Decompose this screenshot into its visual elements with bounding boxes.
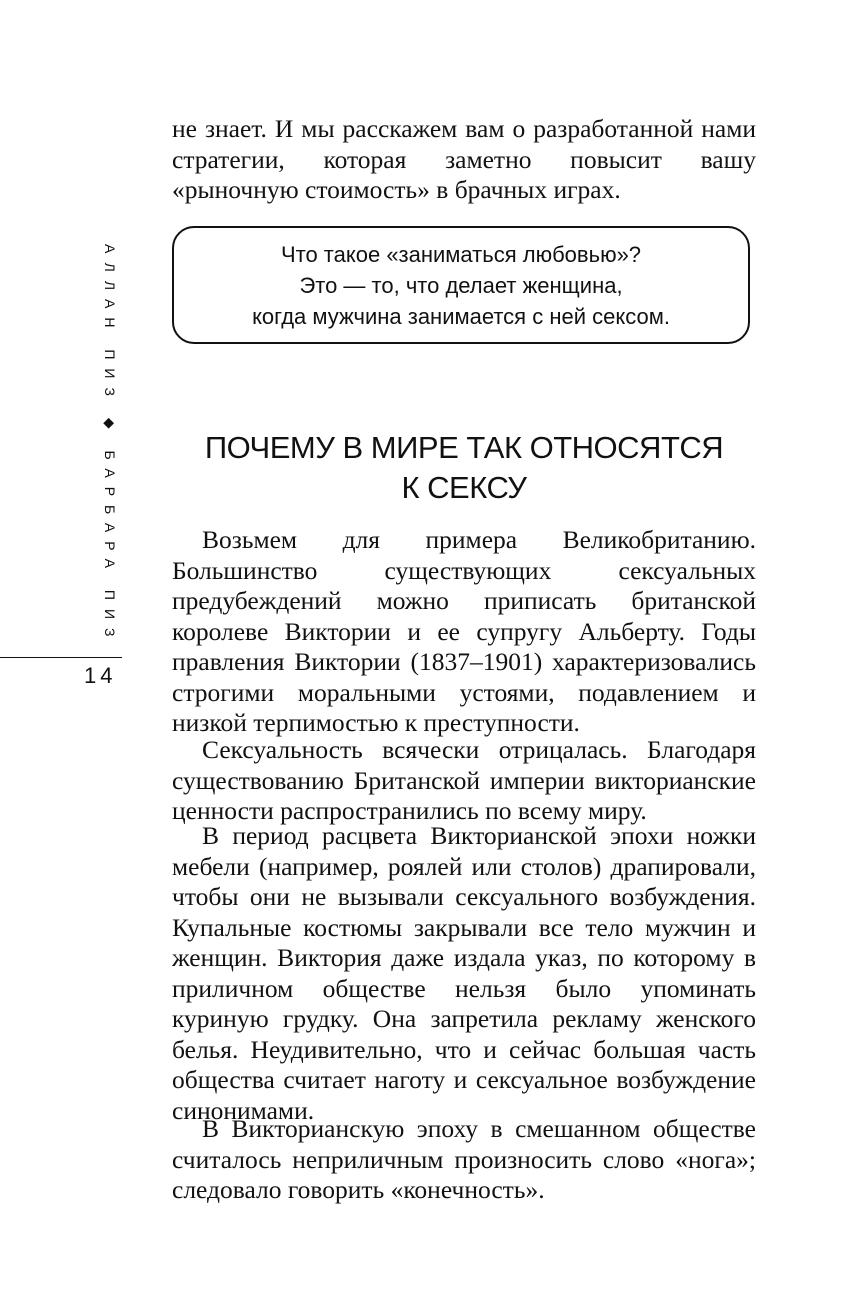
joke-callout-box xyxy=(172,226,750,344)
callout-line-2: Это — то, что делает женщина, xyxy=(299,272,623,298)
body-paragraph: В период расцвета Викторианской эпохи ножки мебели (например, роялей или столов) драпировали, чтобы они не вызывали сексуального возбуждения. Купальные костюмы закрывали все тело мужчин и женщин. Виктория даже издала указ, по которому в приличном обществе нельзя было упоминать куриную грудку. Она запретила рекламу женского белья. Неудивительно, что и сейчас большая часть общества считает наготу и сексуальное возбуждение синонимами. xyxy=(172,821,756,1125)
callout-line-3: когда мужчина занимается с ней сексом. xyxy=(252,303,670,329)
body-paragraph: В Викторианскую эпоху в смешанном обществе считалось неприличным произносить слово «нога»; следовало говорить «конечность». xyxy=(172,1114,756,1204)
section-heading-line-1: ПОЧЕМУ В МИРЕ ТАК ОТНОСЯТСЯ xyxy=(204,430,724,465)
callout-line-1: Что такое «заниматься любовью»? xyxy=(280,241,642,267)
intro-paragraph: не знает. И мы расскажем вам о разработанной нами стратегии, которая заметно повысит вашу «рыночную стоимость» в брачных играх. xyxy=(172,114,756,204)
page-number: 14 xyxy=(84,663,117,688)
margin-rule xyxy=(0,657,122,658)
running-head-text: АЛЛАН ПИЗ ◆ БАРБАРА ПИЗ xyxy=(102,244,118,646)
running-head xyxy=(96,244,122,644)
section-heading xyxy=(172,428,756,508)
section-heading-line-2: К СЕКСУ xyxy=(401,470,527,505)
body-paragraph: Возьмем для примера Великобританию. Большинство существующих сексуальных предубеждений можно приписать британской королеве Виктории и ее супругу Альберту. Годы правления Виктории (1837–1901) характеризовались строгими моральными устоями, подавлением и низкой терпимостью к преступности. xyxy=(172,525,756,737)
body-paragraph: Сексуальность всячески отрицалась. Благодаря существованию Британской империи викторианские ценности распространились по всему миру. xyxy=(172,735,756,825)
